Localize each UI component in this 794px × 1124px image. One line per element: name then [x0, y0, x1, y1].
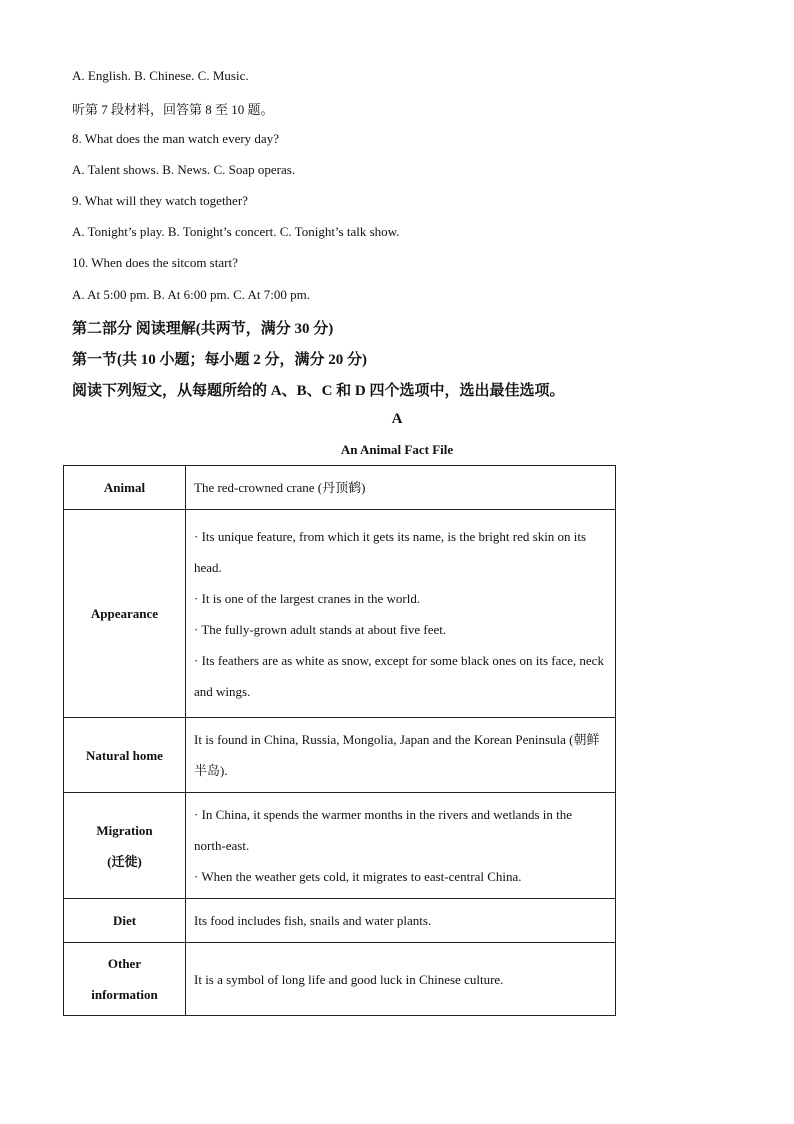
migration-label [64, 793, 186, 899]
other-label-line: Other [107, 956, 142, 971]
table-row-appearance [64, 510, 616, 718]
question-9: 9. What will they watch together? [72, 193, 248, 208]
appearance-item: · Its unique feature, from which it gets its name, is the bright red skin on its head. [194, 528, 587, 575]
passage-title: An Animal Fact File [340, 442, 454, 457]
fact-table [63, 465, 616, 1016]
table-row-animal [64, 466, 616, 510]
question-10-options: A. At 5:00 pm. B. At 6:00 pm. C. At 7:00 pm. [72, 287, 310, 302]
other-label [64, 943, 186, 1016]
diet-label: Diet [64, 899, 186, 943]
appearance-item: · It is one of the largest cranes in the world. [194, 590, 421, 606]
question-8-options: A. Talent shows. B. News. C. Soap operas. [72, 162, 296, 177]
table-row-home [64, 718, 616, 793]
question-8: 8. What does the man watch every day? [72, 131, 279, 146]
question-10: 10. When does the sitcom start? [72, 255, 238, 270]
migration-label-cn: (迁徙) [107, 853, 142, 869]
other-value: It is a symbol of long life and good luck in Chinese culture. [186, 943, 616, 1016]
diet-value: Its food includes fish, snails and water plants. [186, 899, 616, 943]
question-9-options: A. Tonight’s play. B. Tonight’s concert. C. Tonight’s talk show. [72, 224, 400, 239]
appearance-item [194, 645, 607, 707]
appearance-label: Appearance [64, 510, 186, 718]
animal-value: The red-crowned crane (丹顶鹤) [186, 466, 616, 510]
table-row-migration [64, 793, 616, 899]
migration-value [186, 793, 616, 899]
section-title: 第一节(共 10 小题；每小题 2 分，满分 20 分) [72, 352, 367, 368]
table-row-diet [64, 899, 616, 943]
part-title: 第二部分 阅读理解(共两节，满分 30 分) [72, 321, 334, 337]
home-value: It is found in China, Russia, Mongolia, Japan and the Korean Peninsula (朝鲜半岛). [186, 718, 616, 793]
passage-letter: A [391, 411, 403, 427]
table-row-other [64, 943, 616, 1016]
animal-label: Animal [64, 466, 186, 510]
appearance-item: · The fully-grown adult stands at about five feet. [194, 621, 447, 637]
appearance-item-part: · Its feathers are as white as snow [194, 652, 369, 668]
home-label: Natural home [64, 718, 186, 793]
reading-instruction: 阅读下列短文，从每题所给的 A、B、C 和 D 四个选项中，选出最佳选项。 [72, 383, 565, 399]
migration-item: · In China, it spends the warmer months in the rivers and wetlands in the north-east. [194, 807, 573, 853]
other-label-line: information [91, 987, 158, 1002]
appearance-value [186, 510, 616, 718]
appearance-item-part: , except for some black ones on its face, neck and wings. [194, 652, 604, 699]
migration-label-en: Migration [96, 822, 153, 838]
q7-options: A. English. B. Chinese. C. Music. [72, 68, 249, 83]
migration-item: · When the weather gets cold, it migrates to east-central China. [194, 869, 522, 884]
instruction-7: 听第 7 段材料，回答第 8 至 10 题。 [72, 102, 274, 117]
